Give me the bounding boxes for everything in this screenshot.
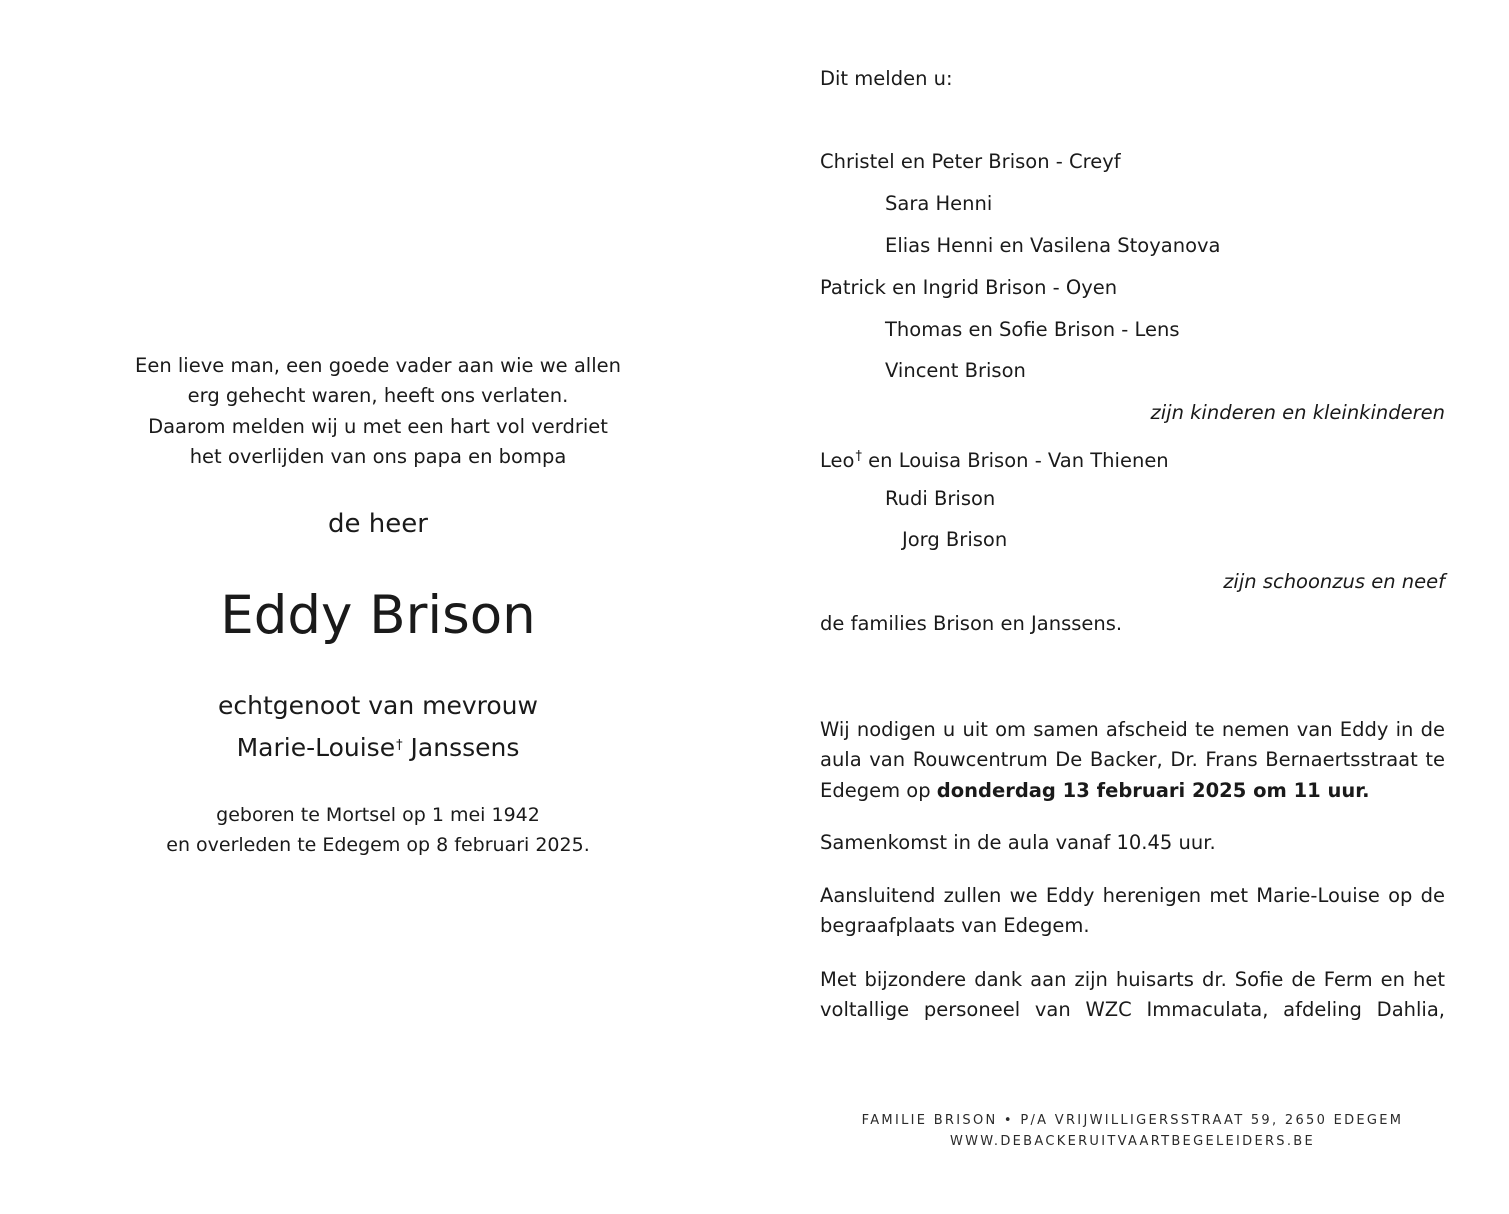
family-member: [820, 444, 1169, 474]
burial-paragraph: Aansluitend zullen we Eddy herenigen met Marie-Louise op de begraafplaats van Edegem.: [820, 884, 1445, 938]
spouse-first-name: Marie-Louise: [236, 732, 396, 762]
cross-icon: †: [855, 449, 862, 464]
family-member: Vincent Brison: [885, 359, 1026, 382]
family-member: Jorg Brison: [902, 528, 1008, 551]
family-member: Sara Henni: [885, 192, 993, 215]
deceased-name: Eddy Brison: [220, 585, 536, 646]
footer-address: FAMILIE BRISON • P/A VRIJWILLIGERSSTRAAT 59, 2650 EDEGEM: [861, 1113, 1404, 1128]
spouse-info: [0, 686, 756, 767]
invitation-paragraph: [820, 715, 1445, 806]
thanks-paragraph: Met bijzondere dank aan zijn huisarts dr. Sofie de Ferm en het voltallige personeel van WZC Immaculata, afdeling Dahlia,: [820, 968, 1445, 1022]
birth-death-dates: [0, 800, 756, 861]
invitation-text: Wij nodigen u uit om samen afscheid te nemen van Eddy in de aula van Rouwcentrum De Backer, Dr. Frans Bernaertsstraat te Edegem op: [820, 718, 1445, 802]
relation-label: zijn schoonzus en neef: [1223, 570, 1445, 593]
intro-text: [0, 351, 756, 472]
intro-line: Daarom melden wij u met een hart vol verdriet: [148, 414, 608, 438]
footer: [756, 1110, 1509, 1152]
families-line: de families Brison en Janssens.: [820, 612, 1123, 635]
family-member: Thomas en Sofie Brison - Lens: [885, 318, 1180, 341]
gathering-paragraph: Samenkomst in de aula vanaf 10.45 uur.: [820, 831, 1216, 854]
birth-line: geboren te Mortsel op 1 mei 1942: [216, 804, 540, 826]
footer-website: WWW.DEBACKERUITVAARTBEGELEIDERS.BE: [949, 1134, 1316, 1149]
announce-heading: Dit melden u:: [820, 67, 953, 90]
family-member: Christel en Peter Brison - Creyf: [820, 150, 1121, 173]
relation-label: zijn kinderen en kleinkinderen: [1150, 401, 1445, 424]
intro-line: Een lieve man, een goede vader aan wie we allen: [135, 354, 621, 377]
death-line: en overleden te Edegem op 8 februari 2025.: [166, 834, 590, 857]
family-member: Rudi Brison: [885, 487, 996, 510]
family-member: Elias Henni en Vasilena Stoyanova: [885, 234, 1221, 257]
left-page: [0, 0, 754, 1214]
right-page: [754, 0, 1509, 1214]
intro-line: erg gehecht waren, heeft ons verlaten.: [187, 384, 569, 408]
leo-rest: en Louisa Brison - Van Thienen: [861, 449, 1169, 472]
leo-name: Leo: [820, 449, 855, 472]
spouse-line: echtgenoot van mevrouw: [218, 691, 538, 720]
invitation-date: donderdag 13 februari 2025 om 11 uur.: [936, 778, 1370, 802]
spouse-name: [0, 726, 756, 768]
cross-icon: †: [396, 737, 403, 753]
title-prefix: de heer: [328, 509, 428, 539]
intro-line: het overlijden van ons papa en bompa: [189, 444, 567, 468]
family-member: Patrick en Ingrid Brison - Oyen: [820, 276, 1118, 299]
spouse-last-name: Janssens: [410, 732, 520, 762]
